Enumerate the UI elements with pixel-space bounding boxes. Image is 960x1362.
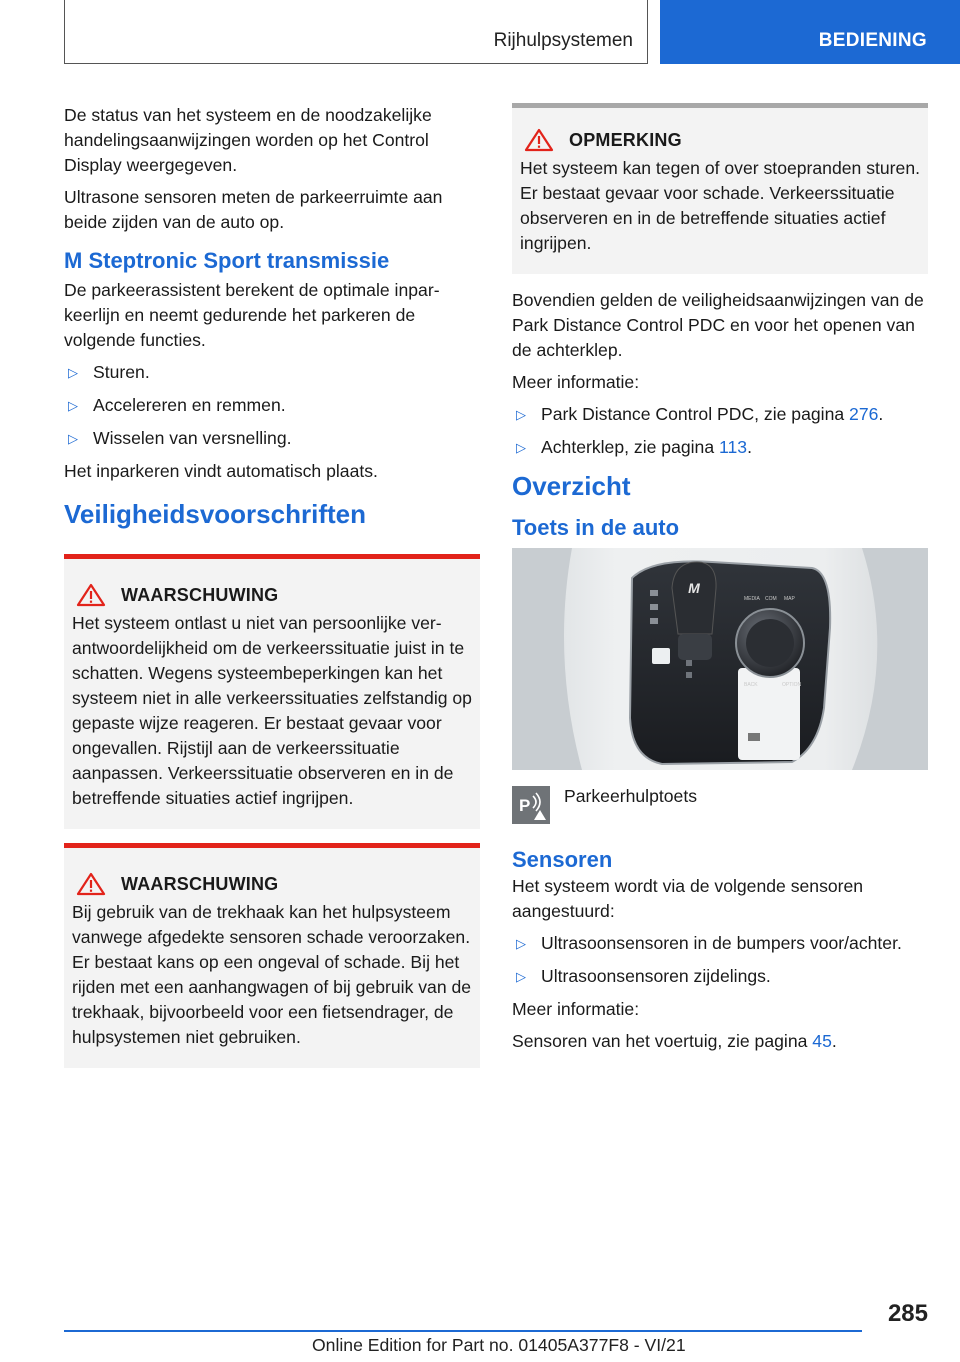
warning-triangle-icon bbox=[76, 872, 106, 896]
center-console-photo bbox=[512, 548, 928, 770]
more-info-label: Meer informatie: bbox=[512, 372, 640, 392]
note-title: OPMERKING bbox=[569, 129, 682, 150]
warning-triangle-icon bbox=[76, 583, 106, 607]
auto-parking-text: Het inparkeren vindt automatisch plaats. bbox=[64, 461, 378, 481]
left-column bbox=[64, 103, 480, 1082]
more-info-label: Meer informatie: bbox=[512, 999, 640, 1019]
svg-text:P: P bbox=[519, 796, 531, 815]
bullet-triangle-icon: ▷ bbox=[68, 431, 78, 446]
intro-paragraph: De status van het systeem en de noodzakelijke handelingsaanwijzingen worden op het Control Display weergegeven. bbox=[64, 105, 432, 175]
icon-legend-row bbox=[512, 786, 928, 824]
also-applies-text: Bovendien gelden de veiligheidsaanwijzingen van de Park Distance Control PDC en voor het openen van de achterklep. bbox=[512, 290, 924, 360]
bullet-triangle-icon: ▷ bbox=[516, 969, 526, 984]
bullet-triangle-icon: ▷ bbox=[68, 398, 78, 413]
m-steptronic-heading: M Steptronic Sport transmissie bbox=[64, 248, 390, 273]
function-list bbox=[64, 360, 480, 451]
media-button: MEDIA bbox=[744, 596, 760, 602]
icon-label: Parkeerhulptoets bbox=[564, 786, 698, 806]
reference-list bbox=[512, 402, 928, 460]
header-section-box bbox=[64, 0, 648, 64]
warning-title: WAARSCHUWING bbox=[121, 873, 279, 894]
warning-text: Het systeem ontlast u niet van persoonlijke verantwoordelijkheid om de verkeerssituatie juist in te schatten. Wegens systeembeperkingen kan het systeem niet in alle verkeerssituaties zelfstandig op gepaste wijze reageren. Er bestaat gevaar voor ongevallen. Rijstijl aan de verkeerssituatie aanpassen. Verkeerssituatie observeren en in de betreffende situaties actief ingrijpen. bbox=[72, 613, 472, 808]
button-heading: Toets in de auto bbox=[512, 515, 680, 540]
warning-title: WAARSCHUWING bbox=[121, 584, 279, 605]
page-link[interactable]: 113 bbox=[719, 437, 748, 457]
bullet-triangle-icon: ▷ bbox=[516, 407, 526, 422]
chapter-title: BEDIENING bbox=[818, 30, 927, 51]
sensors-text: Het systeem wordt via de volgende sensoren aangestuurd: bbox=[512, 876, 864, 921]
bullet-triangle-icon: ▷ bbox=[516, 440, 526, 455]
warning-box bbox=[64, 843, 480, 1068]
option-button: OPTION bbox=[782, 682, 802, 688]
safety-heading: Veiligheidsvoorschriften bbox=[64, 499, 366, 529]
sensor-reference: Sensoren van het voertuig, zie pagina 45. bbox=[512, 1031, 837, 1051]
warning-box bbox=[64, 554, 480, 829]
list-item: ▷ Achterklep, zie pagina 113. bbox=[512, 435, 928, 460]
map-button: MAP bbox=[784, 596, 795, 602]
m-logo: M bbox=[688, 580, 700, 596]
list-item: ▷ Accelereren en remmen. bbox=[64, 393, 480, 418]
section-title: Rijhulpsystemen bbox=[493, 30, 633, 51]
note-triangle-icon bbox=[524, 128, 554, 152]
sensors-heading: Sensoren bbox=[512, 847, 613, 872]
back-button: BACK bbox=[744, 682, 758, 688]
intro-paragraph: Ultrasone sensoren meten de parkeerruimte aan beide zijden van de auto op. bbox=[64, 187, 443, 232]
page-link[interactable]: 276 bbox=[849, 404, 879, 424]
footer-rule bbox=[64, 1330, 862, 1332]
overview-heading: Overzicht bbox=[512, 471, 631, 501]
page-link[interactable]: 45 bbox=[812, 1031, 832, 1051]
com-button: COM bbox=[765, 596, 777, 602]
edition-text: Online Edition for Part no. 01405A377F8 - VI/21 bbox=[312, 1335, 686, 1355]
list-item: ▷ Ultrasoonsensoren zijdelings. bbox=[512, 964, 928, 989]
list-item: ▷ Park Distance Control PDC, zie pagina 276. bbox=[512, 402, 928, 427]
sensor-list bbox=[512, 931, 928, 989]
list-item: ▷ Sturen. bbox=[64, 360, 480, 385]
right-column bbox=[512, 103, 928, 1061]
bullet-triangle-icon: ▷ bbox=[68, 365, 78, 380]
list-item: ▷ Ultrasoonsensoren in de bumpers voor/achter. bbox=[512, 931, 928, 956]
m-steptronic-text: De parkeerassistent berekent de optimale inparkeerlijn en neemt gedurende het parkeren de volgende functies. bbox=[64, 280, 440, 350]
bullet-triangle-icon: ▷ bbox=[516, 936, 526, 951]
list-item: ▷ Wisselen van versnelling. bbox=[64, 426, 480, 451]
warning-text: Bij gebruik van de trekhaak kan het hulpsysteem vanwege afgedekte sensoren schade veroorzaken. Er bestaat kans op een ongeval of schade. Bij het rijden met een aanhangwagen of bij gebruik van de trekhaak, bijvoorbeeld voor een fietsendrager, de hulpsystemen niet gebruiken. bbox=[72, 902, 472, 1047]
note-text: Het systeem kan tegen of over stoepranden sturen. Er bestaat gevaar voor schade. Verkeerssituatie observeren en in de betreffende situaties actief ingrijpen. bbox=[520, 158, 921, 253]
note-box bbox=[512, 103, 928, 274]
header-chapter-tab bbox=[660, 0, 960, 64]
page-number: 285 bbox=[887, 1300, 928, 1327]
parking-assist-button-icon bbox=[512, 786, 550, 824]
